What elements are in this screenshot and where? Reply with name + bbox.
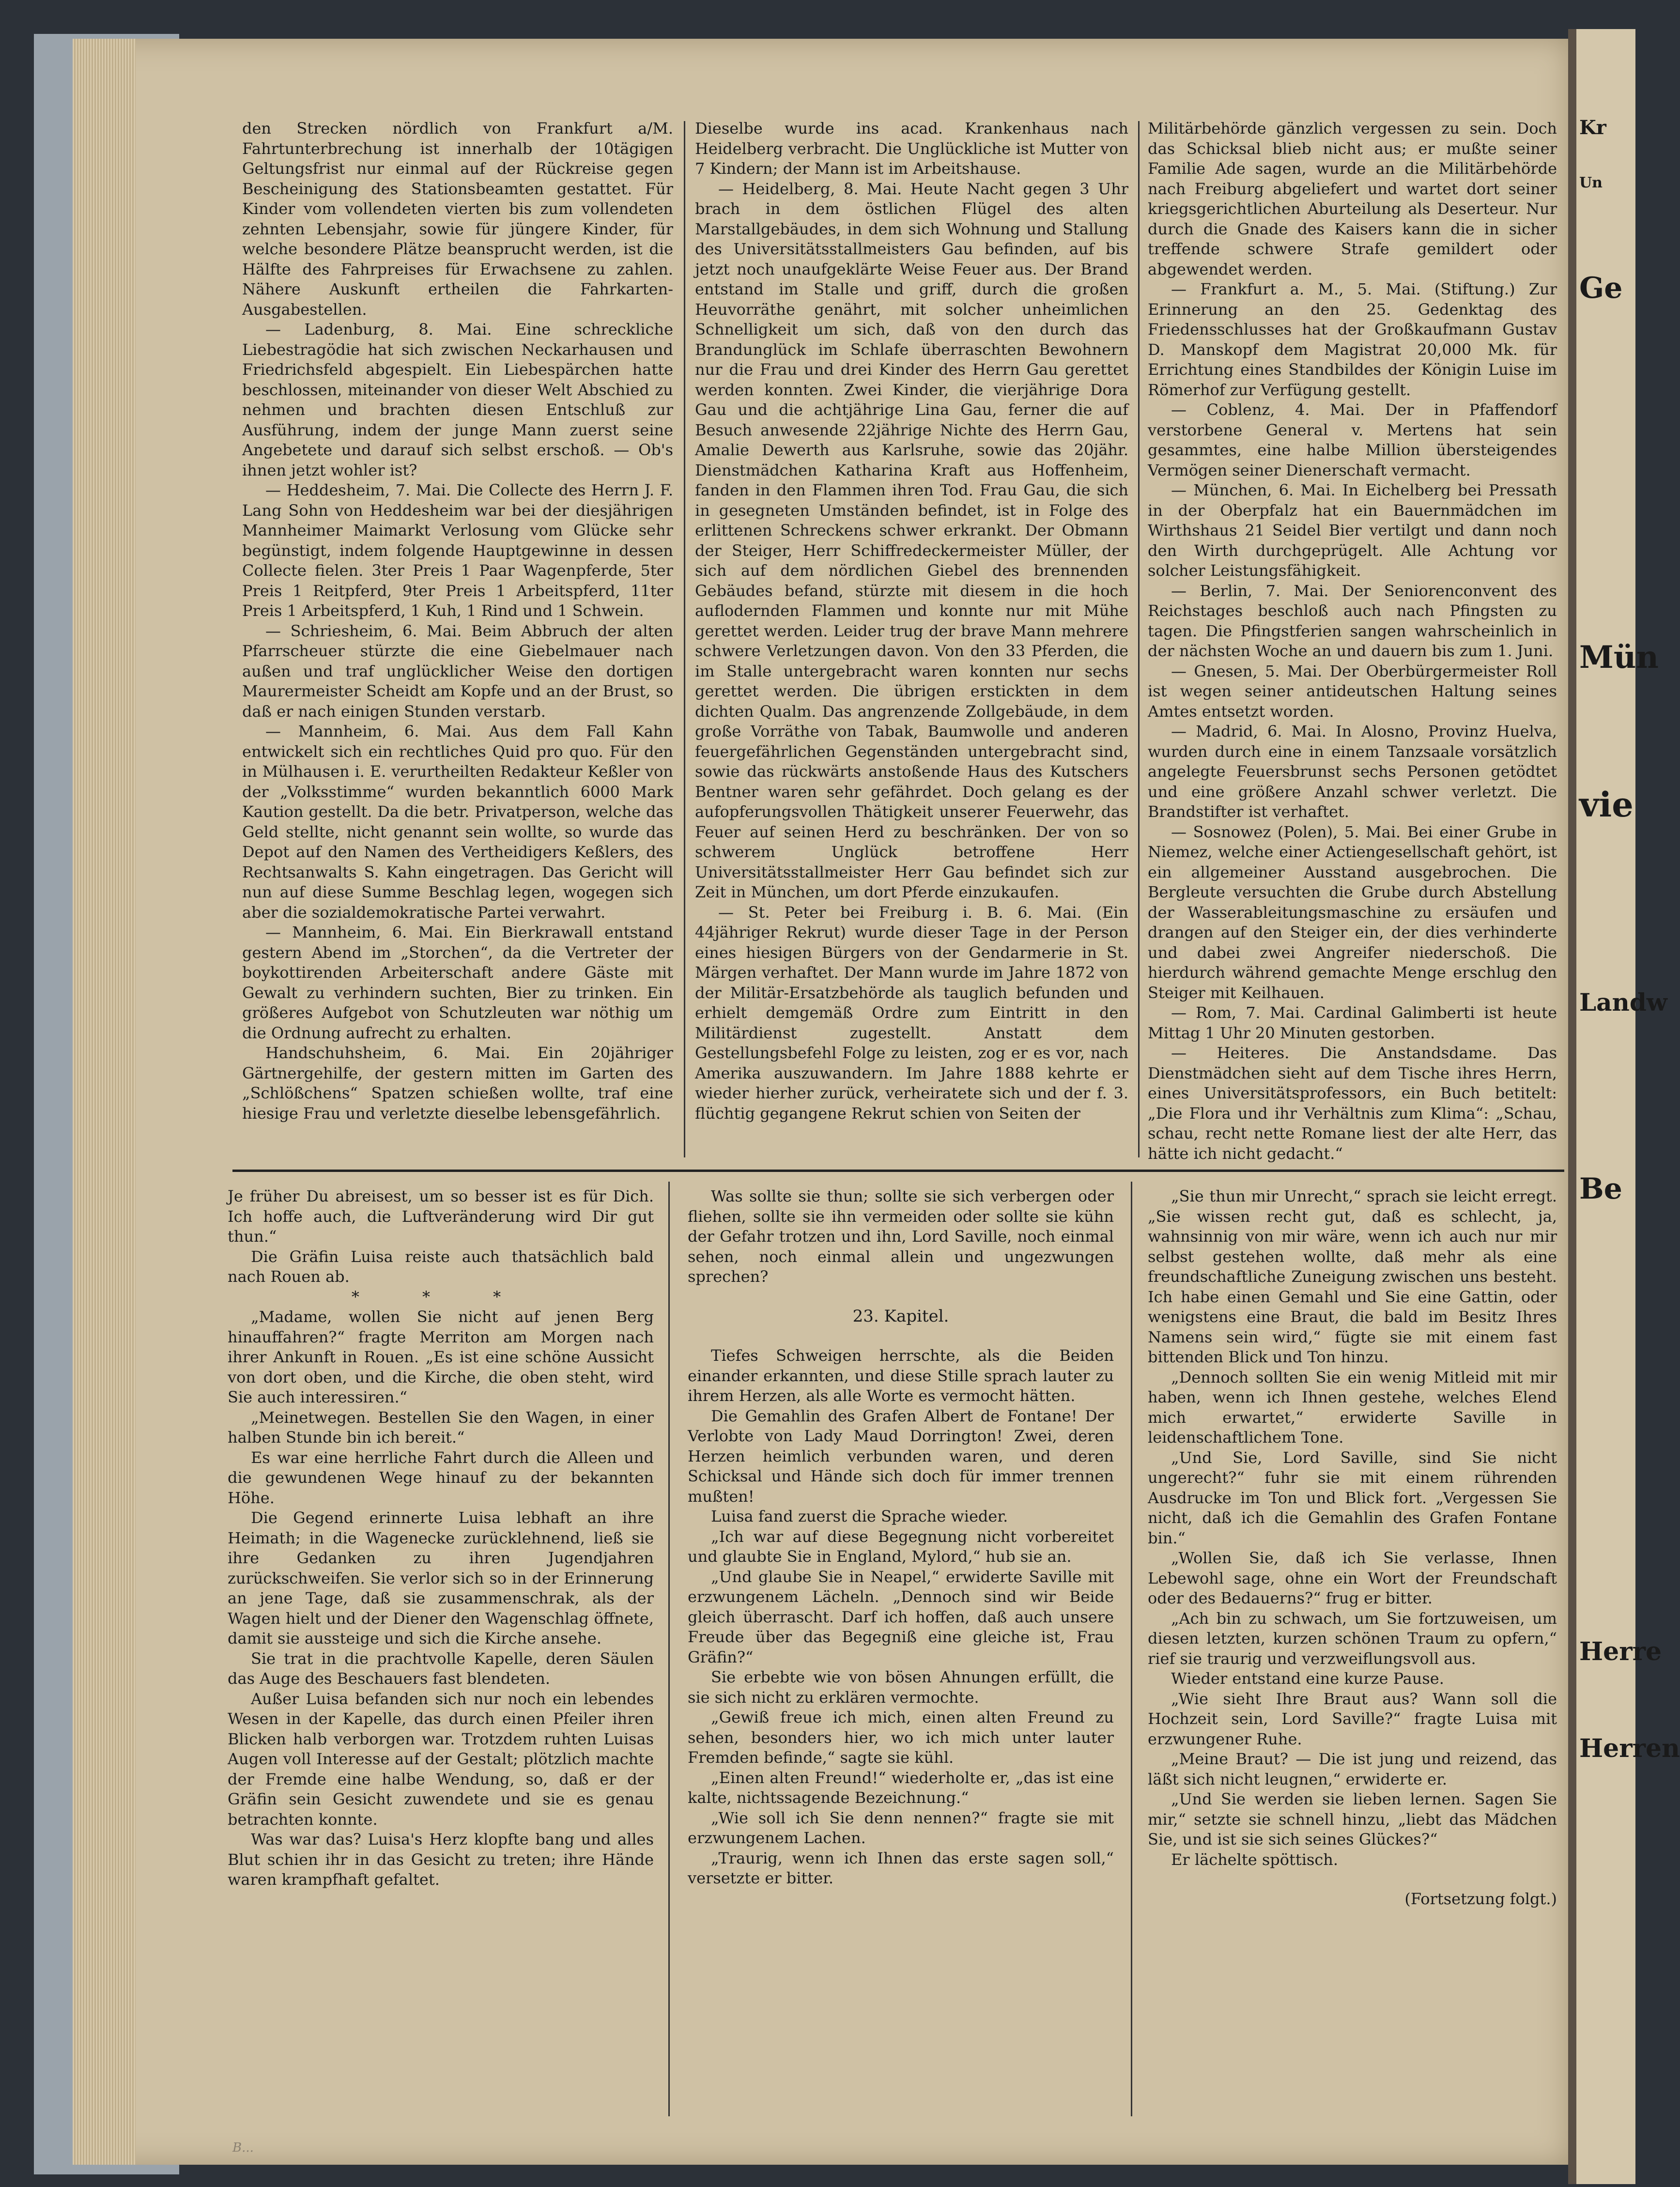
feuilleton-column-3: [1148, 1186, 1557, 2116]
story-paragraph: Es war eine herrliche Fahrt durch die Alleen und die gewundenen Wege hinauf zu der bekannten Höhe.: [228, 1448, 654, 1507]
story-paragraph: Was war das? Luisa's Herz klopfte bang und alles Blut schien ihr in das Gesicht zu treten; ihre Hände waren krampfhaft gefaltet.: [228, 1830, 654, 1889]
news-item: Dieselbe wurde ins acad. Krankenhaus nach Heidelberg verbracht. Die Unglückliche ist Mutter von 7 Kindern; der Mann ist im Arbeitshause.: [695, 119, 1128, 178]
news-item: — Gnesen, 5. Mai. Der Oberbürgermeister Roll ist wegen seiner antideutschen Haltung seines Amtes entsetzt worden.: [1148, 662, 1557, 721]
news-item: — Mannheim, 6. Mai. Aus dem Fall Kahn entwickelt sich ein rechtliches Quid pro quo. Für den in Mülhausen i. E. verurtheilten Redakteur Keßler von der „Volksstimme“ wurden bekanntlich 6000 Mark Kaution gestellt. Da die betr. Privatperson, welche das Geld stellte, nicht genannt sein wollte, so wurde das Depot auf den Namen des Vertheidigers Keßlers, des Rechtsanwalts S. Kahn eingetragen. Das Gericht will nun auf diese Summe Beschlag legen, wogegen sich aber die sozialdemokratische Partei verwahrt.: [242, 722, 673, 922]
news-item: — Heddesheim, 7. Mai. Die Collecte des Herrn J. F. Lang Sohn von Heddesheim war bei der diesjährigen Mannheimer Maimarkt Verlosung vom Glücke sehr begünstigt, indem folgende Hauptgewinne in dessen Collecte fielen. 3ter Preis 1 Paar Wagenpferde, 5ter Preis 1 Reitpferd, 9ter Preis 1 Arbeitspferd, 11ter Preis 1 Arbeitspferd, 1 Kuh, 1 Rind und 1 Schwein.: [242, 481, 673, 620]
column-divider: [1138, 121, 1140, 1157]
story-paragraph: „Gewiß freue ich mich, einen alten Freund zu sehen, besonders hier, wo ich mich unter lauter Fremden befinde,“ sagte sie kühl.: [688, 1708, 1114, 1767]
story-paragraph: „Wie sieht Ihre Braut aus? Wann soll die Hochzeit sein, Lord Saville?“ fragte Luisa mit erzwungener Ruhe.: [1148, 1689, 1557, 1748]
story-paragraph: Je früher Du abreisest, um so besser ist es für Dich. Ich hoffe auch, die Luftveränderung wird Dir gut thun.“: [228, 1187, 654, 1246]
feuilleton-separator: [232, 1170, 1564, 1172]
story-paragraph: „Ich war auf diese Begegnung nicht vorbereitet und glaubte Sie in England, Mylord,“ hub sie an.: [688, 1527, 1114, 1566]
news-item: — Rom, 7. Mai. Cardinal Galimberti ist heute Mittag 1 Uhr 20 Minuten gestorben.: [1148, 1003, 1557, 1042]
story-paragraph: „Madame, wollen Sie nicht auf jenen Berg hinauffahren?“ fragte Merriton am Morgen nach ihrer Ankunft in Rouen. „Es ist eine schöne Aussicht von dort oben, und die Kirche, die oben steht, wird Sie auch interessiren.“: [228, 1308, 654, 1406]
feuilleton-column-2: [688, 1186, 1114, 2116]
news-column-1: [242, 119, 673, 1160]
news-item: — München, 6. Mai. In Eichelberg bei Pressath in der Oberpfalz hat ein Bauernmädchen im Wirthshaus 21 Seidel Bier vertilgt und dann noch den Wirth durchgeprügelt. Alle Achtung vor solcher Leistungsfähigkeit.: [1148, 481, 1557, 580]
news-column-3: [1148, 119, 1557, 1163]
story-paragraph: Luisa fand zuerst die Sprache wieder.: [711, 1507, 1008, 1525]
news-item: — Heiteres. Die Anstandsdame. Das Dienstmädchen sieht auf dem Tische ihres Herrn, eines Universitätsprofessors, ein Buch betitelt: „Die Flora und ihr Verhältnis zum Klima“: „Schau, schau, recht nette Romane liest der alte Herr, das hätte ich nicht gedacht.“: [1148, 1044, 1557, 1163]
news-item: — Frankfurt a. M., 5. Mai. (Stiftung.) Zur Erinnerung an den 25. Gedenktag des Friedensschlusses hat der Großkaufmann Gustav D. Manskopf dem Magistrat 20,000 Mk. für Errichtung eines Standbildes der Königin Luise im Römerhof zur Verfügung gestellt.: [1148, 280, 1557, 399]
news-item: — Berlin, 7. Mai. Der Seniorenconvent des Reichstages beschloß auch nach Pfingsten zu tagen. Die Pfingstferien sangen wahrscheinlich in der nächsten Woche an und dauern bis zum 1. Juni.: [1148, 581, 1557, 660]
adjacent-fragment: Un: [1579, 174, 1603, 191]
story-paragraph: Die Gegend erinnerte Luisa lebhaft an ihre Heimath; in die Wagenecke zurücklehnend, ließ sie ihre Gedanken zu ihren Jugendjahren zurückschweifen. Sie verlor sich so in der Erinnerung an jene Tage, daß sie zusammenschrak, als der Wagen hielt und der Diener den Wagenschlag öffnete, damit sie aussteige und sich die Kirche ansehe.: [228, 1509, 654, 1648]
story-paragraph: „Dennoch sollten Sie ein wenig Mitleid mit mir haben, wenn ich Ihnen gestehe, welches Elend mich erwartet,“ erwiderte Saville in leidenschaftlichem Tone.: [1148, 1368, 1557, 1447]
section-break: * * *: [351, 1287, 530, 1306]
story-paragraph: Sie erbebte wie von bösen Ahnungen erfüllt, die sie sich nicht zu erklären vermochte.: [688, 1668, 1114, 1707]
book-gutter: [1568, 29, 1577, 2184]
pencil-annotation: B...: [232, 2141, 254, 2155]
news-column-2: [695, 119, 1128, 1160]
story-paragraph: Er lächelte spöttisch.: [1171, 1850, 1339, 1869]
column-divider: [684, 121, 685, 1157]
feuilleton-column-1: [228, 1186, 654, 2116]
story-paragraph: „Ach bin zu schwach, um Sie fortzuweisen, um diesen letzten, kurzen schönen Traum zu opfern,“ rief sie traurig und verzweiflungsvoll aus.: [1148, 1609, 1557, 1668]
story-paragraph: „Wie soll ich Sie denn nennen?“ fragte sie mit erzwungenem Lachen.: [688, 1808, 1114, 1847]
adjacent-fragment: Kr: [1579, 116, 1606, 139]
story-paragraph: „Sie thun mir Unrecht,“ sprach sie leicht erregt. „Sie wissen recht gut, daß es schlecht, ja, wahnsinnig von mir wäre, wenn ich auch nur mir selbst gestehen wollte, daß mehr als eine freundschaftliche Zuneigung zwischen uns besteht. Ich habe einen Gemahl und Sie eine Gattin, oder wenigstens eine Braut, die bald im Besitz Ihres Namens sein wird,“ fügte sie mit einem fast bittenden Blick und Ton hinzu.: [1148, 1187, 1557, 1366]
story-paragraph: Was sollte sie thun; sollte sie sich verbergen oder fliehen, sollte sie ihn vermeiden oder sollte sie kühn der Gefahr trotzen und ihn, Lord Saville, noch einmal sehen, noch einmal allein und ungezwungen sprechen?: [688, 1187, 1114, 1286]
news-item: den Strecken nördlich von Frankfurt a/M. Fahrtunterbrechung ist innerhalb der 10tägigen Geltungsfrist nur einmal auf der Rückreise gegen Bescheinigung des Stationsbeamten gestattet. Für Kinder vom vollendeten vierten bis zum vollendeten zehnten Lebensjahr, sowie für jüngere Kinder, für welche besondere Plätze beansprucht werden, ist die Hälfte des Fahrpreises für Erwachsene zu zahlen. Nähere Auskunft ertheilen die Fahrkarten-Ausgabestellen.: [242, 119, 673, 319]
adjacent-page-fragment: [1576, 29, 1680, 2184]
news-item: — Coblenz, 4. Mai. Der in Pfaffendorf verstorbene General v. Mertens hat sein gesammtes, eine halbe Million übersteigendes Vermögen seiner Dienerschaft vermacht.: [1148, 400, 1557, 479]
column-divider: [1131, 1182, 1132, 2116]
story-paragraph: „Einen alten Freund!“ wiederholte er, „das ist eine kalte, nichtssagende Bezeichnung.“: [688, 1768, 1114, 1807]
story-paragraph: Tiefes Schweigen herrschte, als die Beiden einander erkannten, und diese Stille sprach lauter zu ihrem Herzen, als alle Worte es vermocht hätten.: [688, 1346, 1114, 1405]
news-item: — Schriesheim, 6. Mai. Beim Abbruch der alten Pfarrscheuer stürzte die eine Giebelmauer nach außen und traf unglücklicher Weise den dortigen Maurermeister Scheidt am Kopfe und an der Brust, so daß er nach einigen Stunden verstarb.: [242, 621, 673, 721]
story-paragraph: Sie trat in die prachtvolle Kapelle, deren Säulen das Auge des Beschauers fast blendeten.: [228, 1649, 654, 1688]
column-divider: [668, 1182, 670, 2116]
story-paragraph: „Meinetwegen. Bestellen Sie den Wagen, in einer halben Stunde bin ich bereit.“: [228, 1408, 654, 1447]
adjacent-fragment: vie: [1579, 785, 1634, 825]
story-paragraph: „Und glaube Sie in Neapel,“ erwiderte Saville mit erzwungenem Lächeln. „Dennoch sind wir Beide gleich überrascht. Darf ich hoffen, daß auch unsere Freude über das Begegniß eine gleiche ist, Frau Gräfin?“: [688, 1567, 1114, 1666]
adjacent-fragment: Herre: [1579, 1637, 1662, 1666]
story-paragraph: „Traurig, wenn ich Ihnen das erste sagen soll,“ versetzte er bitter.: [688, 1848, 1114, 1887]
news-item: — Sosnowez (Polen), 5. Mai. Bei einer Grube in Niemez, welche einer Actiengesellschaft gehört, ist ein allgemeiner Ausstand ausgebrochen. Die Bergleute versuchten die Grube durch Abstellung der Wasserableitungsmaschine zu ersäufen und drangen auf den Steiger ein, der dies verhinderte und dabei zwei Angreifer niederschoß. Die hierdurch während gemachte Menge erschlug den Steiger mit Keilhauen.: [1148, 822, 1557, 1002]
news-item: — Mannheim, 6. Mai. Ein Bierkrawall entstand gestern Abend im „Storchen“, da die Vertreter der boykottirenden Arbeiterschaft andere Gäste mit Gewalt zu verhindern suchten, Bier zu trinken. Ein größeres Aufgebot von Schutzleuten war nöthig um die Ordnung aufrecht zu erhalten.: [242, 923, 673, 1042]
story-paragraph: Wieder entstand eine kurze Pause.: [1171, 1669, 1444, 1688]
adjacent-fragment: Mün: [1579, 639, 1659, 676]
page-stack-edge: [73, 39, 136, 2165]
story-paragraph: „Meine Braut? — Die ist jung und reizend, das läßt sich nicht leugnen,“ erwiderte er.: [1148, 1750, 1557, 1788]
story-paragraph: Die Gemahlin des Grafen Albert de Fontane! Der Verlobte von Lady Maud Dorrington! Zwei, deren Herzen heimlich verbunden waren, und deren Schicksal und Hände sich doch für immer trennen mußten!: [688, 1406, 1114, 1506]
news-item: — Madrid, 6. Mai. In Alosno, Provinz Huelva, wurden durch eine in einem Tanzsaale vorsätzlich angelegte Feuersbrunst sechs Personen getödtet und eine größere Anzahl schwer verletzt. Die Brandstifter ist verhaftet.: [1148, 722, 1557, 821]
news-item: — St. Peter bei Freiburg i. B. 6. Mai. (Ein 44jähriger Rekrut) wurde dieser Tage in der Person eines hiesigen Bürgers von der Gendarmerie in St. Märgen verhaftet. Der Mann wurde im Jahre 1872 von der Militär-Ersatzbehörde als tauglich befunden und erhielt demgemäß Ordre zum Eintritt in den Militärdienst zugestellt. Anstatt dem Gestellungsbefehl Folge zu leisten, zog er es vor, nach Amerika auszuwandern. Im Jahre 1888 kehrte er wieder hierher zurück, verheiratete sich und der f. 3. flüchtig gegangene Rekrut schien von Seiten der: [695, 903, 1128, 1123]
news-item: Handschuhsheim, 6. Mai. Ein 20jähriger Gärtnergehilfe, der gestern mitten im Garten des „Schlößchens“ Spatzen schießen wollte, traf eine hiesige Frau und verletzte dieselbe lebensgefährlich.: [242, 1044, 673, 1123]
adjacent-fragment: Herren: [1579, 1734, 1680, 1763]
news-item: Militärbehörde gänzlich vergessen zu sein. Doch das Schicksal blieb nicht aus; er mußte seiner Familie Ade sagen, wurde an die Militärbehörde nach Freiburg abgeliefert und wartet dort seiner kriegsgerichtlichen Aburteilung als Deserteur. Nur durch die Gnade des Kaisers kann die in sicher treffende schwere Strafe gemildert oder abgewendet werden.: [1148, 119, 1557, 278]
story-paragraph: Die Gräfin Luisa reiste auch thatsächlich bald nach Rouen ab.: [228, 1247, 654, 1286]
news-item: — Ladenburg, 8. Mai. Eine schreckliche Liebestragödie hat sich zwischen Neckarhausen und Friedrichsfeld abgespielt. Ein Liebespärchen hatte beschlossen, miteinander von dieser Welt Abschied zu nehmen und brachten diesen Entschluß zur Ausführung, indem der junge Mann zuerst seine Angebetete und darauf sich selbst erschoß. — Ob's ihnen jetzt wohler ist?: [242, 320, 673, 479]
story-paragraph: „Und Sie, Lord Saville, sind Sie nicht ungerecht?“ fuhr sie mit einem rührenden Ausdrucke im Ton und Blick fort. „Vergessen Sie nicht, daß ich die Gemahlin des Grafen Fontane bin.“: [1148, 1448, 1557, 1547]
adjacent-fragment: Be: [1579, 1172, 1622, 1206]
adjacent-fragment: Landw: [1579, 988, 1667, 1016]
story-paragraph: Außer Luisa befanden sich nur noch ein lebendes Wesen in der Kapelle, das durch einen Pfeiler ihren Blicken halb verborgen war. Trotzdem ruhten Luisas Augen voll Interesse auf der Gestalt; plötzlich machte der Fremde eine halbe Wendung, so, daß er der Gräfin sein Gesicht zuwendete und sie es genau betrachten konnte.: [228, 1689, 654, 1829]
news-item: — Heidelberg, 8. Mai. Heute Nacht gegen 3 Uhr brach in dem östlichen Flügel des alten Marstallgebäudes, in dem sich Wohnung und Stallung des Universitätsstallmeisters Gau befinden, auf bis jetzt noch unaufgeklärte Weise Feuer aus. Der Brand entstand im Stalle und griff, durch die großen Heuvorräthe genährt, mit solcher unheimlichen Schnelligkeit um sich, daß von den durch das Brandunglück im Schlafe überraschten Bewohnern nur die Frau und drei Kinder des Herrn Gau gerettet werden konnten. Zwei Kinder, die vierjährige Dora Gau und die achtjährige Lina Gau, ferner die auf Besuch anwesende 22jährige Nichte des Herrn Gau, Amalie Dewerth aus Karlsruhe, sowie das 20jähr. Dienstmädchen Katharina Kraft aus Hoffenheim, fanden in den Flammen ihren Tod. Frau Gau, die sich in gesegneten Umständen befindet, ist in Folge des erlittenen Schreckens schwer erkrankt. Der Obmann der Steiger, Herr Schiffredeckermeister Müller, der sich auf dem nördlichen Giebel des brennenden Gebäudes befand, stürzte mit diesem in die hoch auflodernden Flammen und konnte nur mit Mühe gerettet werden. Leider trug der brave Mann mehrere schwere Verletzungen davon. Von den 33 Pferden, die im Stalle untergebracht waren konnten nur sechs gerettet werden. Die übrigen erstickten in dem dichten Qualm. Das angrenzende Zollgebäude, in dem große Vorräthe von Tabak, Baumwolle und anderen feuergefährlichen Gegenständen untergebracht sind, sowie das rückwärts anstoßende Haus des Kutschers Bentner waren sehr gefährdet. Doch gelang es der aufopferungsvollen Thätigkeit unserer Feuerwehr, das Feuer auf seinen Herd zu beschränken. Der von so schwerem Unglück betroffene Herr Universitätsstallmeister Herr Gau befindet sich zur Zeit in München, um dort Pferde einzukaufen.: [695, 179, 1128, 901]
chapter-heading: 23. Kapitel.: [852, 1306, 949, 1326]
story-paragraph: „Und Sie werden sie lieben lernen. Sagen Sie mir,“ setzte sie schnell hinzu, „liebt das Mädchen Sie, und ist sie sich seines Glückes?“: [1148, 1790, 1557, 1848]
story-paragraph: „Wollen Sie, daß ich Sie verlasse, Ihnen Lebewohl sage, ohne ein Wort der Freundschaft oder des Bedauerns?“ frug er bitter.: [1148, 1549, 1557, 1607]
continuation-note: (Fortsetzung folgt.): [1404, 1890, 1557, 1908]
adjacent-fragment: Ge: [1579, 271, 1623, 305]
